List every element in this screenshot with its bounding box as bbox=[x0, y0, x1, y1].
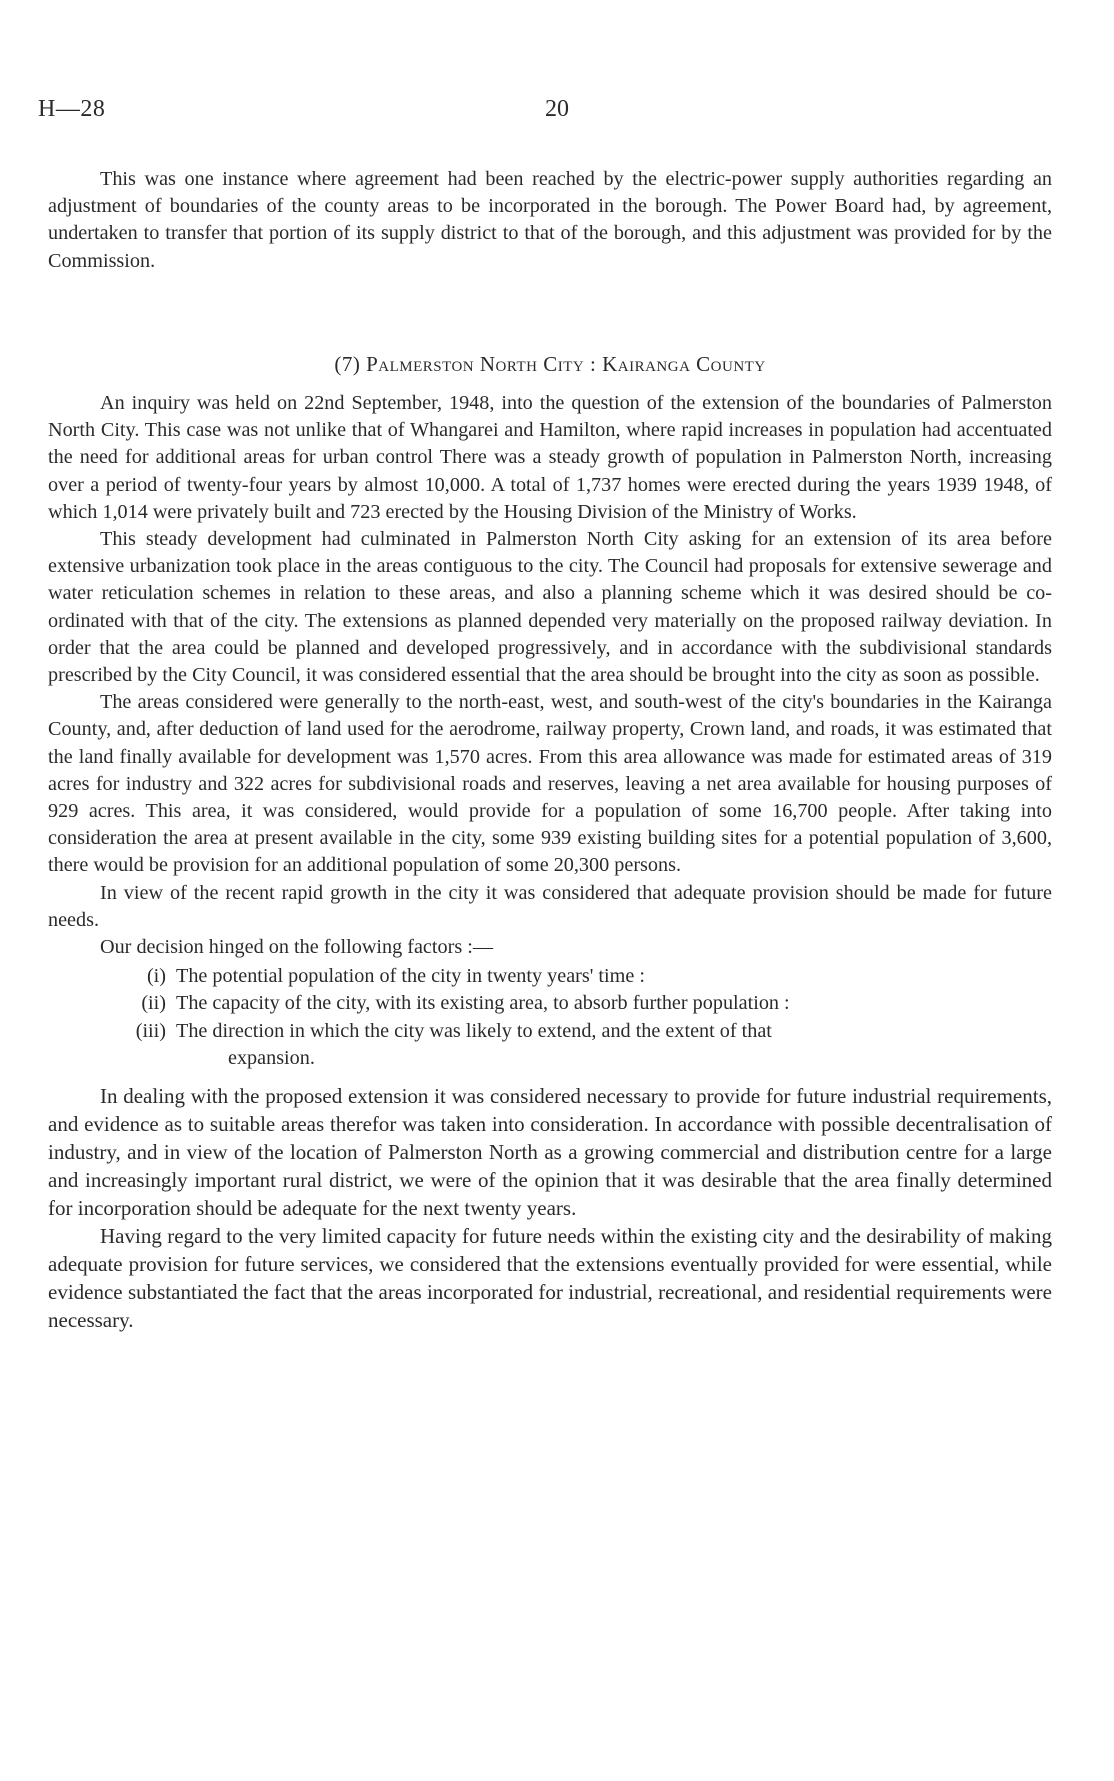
closing-block bbox=[48, 1082, 1052, 1334]
list-item-text: The potential population of the city in twenty years' time : bbox=[176, 965, 645, 988]
list-item-text: The capacity of the city, with its existing area, to absorb further population : bbox=[176, 992, 790, 1015]
list-item bbox=[48, 1018, 1052, 1045]
factors-list bbox=[48, 963, 1052, 1072]
paragraph: The areas considered were generally to the north-east, west, and south-west of the city's boundaries in the Kairanga County, and, after deduction of land used for the aerodrome, railway property, Crown land, and roads, it was estimated that the land finally available for development was 1,570 acres. From this area allowance was made for estimated areas of 319 acres for industry and 322 acres for subdivisional roads and reserves, leaving a net area available for housing purposes of 929 acres. This area, it was considered, would provide for a population of some 16,700 people. After taking into consideration the area at present available in the city, some 939 existing building sites for a potential population of 3,600, there would be provision for an additional population of some 20,300 persons. bbox=[48, 691, 1052, 877]
list-item bbox=[48, 963, 1052, 990]
list-item-number: (iii) bbox=[135, 1019, 166, 1042]
page-header bbox=[38, 96, 1076, 132]
list-item-number: (ii) bbox=[141, 992, 166, 1015]
list-item-text: expansion. bbox=[228, 1046, 315, 1069]
paragraph: Having regard to the very limited capacity for future needs within the existing city and the desirability of making adequate provision for future services, we considered that the extensions eventually provided for were essential, while evidence substantiated the fact that the areas incorporated for industrial, recreational, and residential requirements were necessary. bbox=[48, 1224, 1052, 1333]
paragraph: In view of the recent rapid growth in the city it was considered that adequate provision should be made for future needs. bbox=[48, 881, 1052, 931]
page-number: 20 bbox=[545, 96, 569, 122]
section-body bbox=[48, 390, 1052, 1334]
paragraph: This steady development had culminated in Palmerston North City asking for an extension of its area before extensive urbanization took place in the areas contiguous to the city. The Council had proposals for extensive sewerage and water reticulation schemes in relation to these areas, and also a planning scheme which it was desired should be co-ordinated with that of the city. The extensions as planned depended very materially on the proposed railway deviation. In order that the area could be planned and developed progressively, and in accordance with the subdivisional standards prescribed by the City Council, it was considered essential that the area should be brought into the city as soon as possible. bbox=[48, 528, 1052, 687]
list-item-continuation bbox=[48, 1045, 1052, 1072]
paragraph: In dealing with the proposed extension it was considered necessary to provide for future industrial requirements, and evidence as to suitable areas therefor was taken into consideration. In accordance with possible decentralisation of industry, and in view of the location of Palmerston North as a growing commercial and distribution centre for a large and increasingly important rural district, we were of the opinion that it was desirable that the area finally determined for incorporation should be adequate for the next twenty years. bbox=[48, 1084, 1052, 1221]
paragraph: This was one instance where agreement had been reached by the electric-power supply authorities regarding an adjustment of boundaries of the county areas to be incorporated in the borough. The Power Board had, by agreement, undertaken to transfer that portion of its supply district to that of the borough, and this adjustment was provided for by the Commission. bbox=[48, 168, 1052, 272]
document-reference: H—28 bbox=[38, 96, 106, 122]
list-item-text: The direction in which the city was likely to extend, and the extent of that bbox=[176, 1019, 772, 1042]
intro-block bbox=[48, 166, 1052, 275]
paragraph: An inquiry was held on 22nd September, 1948, into the question of the extension of the boundaries of Palmerston North City. This case was not unlike that of Whangarei and Hamilton, where rapid increases in population had accentuated the need for additional areas for urban control There was a steady growth of population in Palmerston North, increasing over a period of twenty-four years by almost 10,000. A total of 1,737 homes were erected during the years 1939 1948, of which 1,014 were privately built and 723 erected by the Housing Division of the Ministry of Works. bbox=[48, 392, 1052, 523]
list-item-number: (i) bbox=[146, 965, 166, 988]
paragraph: Our decision hinged on the following factors :— bbox=[100, 936, 494, 959]
section-heading: (7) Palmerston North City : Kairanga County bbox=[334, 352, 766, 376]
list-item bbox=[48, 990, 1052, 1017]
